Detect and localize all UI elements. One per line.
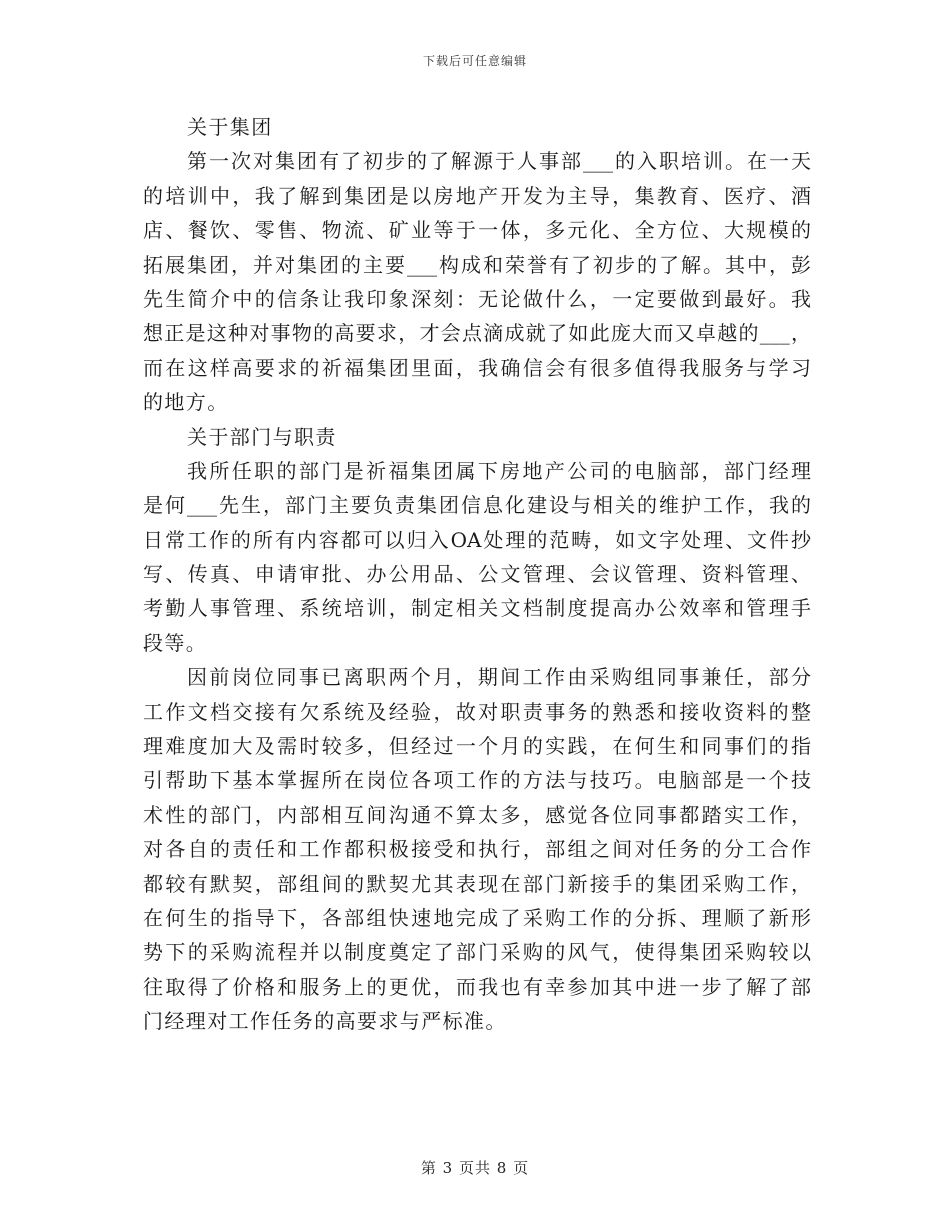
section-heading-group: 关于集团 [187, 115, 273, 139]
text-line: 往取得了价格和服务上的更优，而我也有幸参加其中进一步了解了部 [143, 974, 811, 999]
text-line: 引帮助下基本掌握所在岗位各项工作的方法与技巧。电脑部是一个技 [143, 768, 811, 793]
section-heading-department: 关于部门与职责 [187, 424, 337, 449]
text-line: 的地方。 [143, 390, 229, 415]
text-line: 势下的采购流程并以制度奠定了部门采购的风气，使得集团采购较以 [143, 940, 811, 965]
paragraph-department-duties [143, 454, 811, 660]
paragraph-work-experience [143, 660, 811, 1038]
text-line: 段等。 [143, 630, 208, 655]
text-line: 对各自的责任和工作都积极接受和执行，部组之间对任务的分工合作 [143, 837, 811, 862]
text-line: 考勤人事管理、系统培训，制定相关文档制度提高办公效率和管理手 [143, 596, 811, 621]
text-line: 我所任职的部门是祈福集团属下房地产公司的电脑部，部门经理 [187, 458, 811, 483]
page-footer: 第 3 页共 8 页 [420, 1159, 530, 1177]
text-line: 写、传真、申请审批、办公用品、公文管理、会议管理、资料管理、 [143, 562, 811, 587]
text-line: 先生简介中的信条让我印象深刻：无论做什么，一定要做到最好。我 [143, 286, 811, 311]
text-line: 是何___先生，部门主要负责集团信息化建设与相关的维护工作，我的 [143, 493, 811, 518]
text-line: 在何生的指导下，各部组快速地完成了采购工作的分拆、理顺了新形 [143, 905, 811, 930]
text-line: 工作文档交接有欠系统及经验，故对职责事务的熟悉和接收资料的整 [143, 699, 811, 724]
text-line: 的培训中，我了解到集团是以房地产开发为主导，集教育、医疗、酒 [143, 183, 811, 208]
paragraph-group-intro [143, 144, 811, 419]
text-line: 术性的部门，内部相互间沟通不算太多，感觉各位同事都踏实工作， [143, 802, 811, 827]
text-line: 因前岗位同事已离职两个月，期间工作由采购组同事兼任，部分 [187, 665, 811, 690]
page-header: 下载后可任意编辑 [422, 54, 527, 68]
text-line: 拓展集团，并对集团的主要___构成和荣誉有了初步的了解。其中，彭 [143, 252, 811, 277]
text-line: 日常工作的所有内容都可以归入OA处理的范畴，如文字处理、文件抄 [143, 527, 811, 552]
text-line: 门经理对工作任务的高要求与严标准。 [143, 1009, 507, 1034]
text-line: 而在这样高要求的祈福集团里面，我确信会有很多值得我服务与学习 [143, 355, 811, 380]
text-line: 店、餐饮、零售、物流、矿业等于一体，多元化、全方位、大规模的 [143, 218, 811, 243]
document-body [143, 110, 811, 1039]
text-line: 想正是这种对事物的高要求，才会点滴成就了如此庞大而又卓越的___， [143, 321, 811, 346]
text-line: 都较有默契，部组间的默契尤其表现在部门新接手的集团采购工作， [143, 871, 811, 896]
text-line: 第一次对集团有了初步的了解源于人事部___的入职培训。在一天 [187, 149, 811, 174]
text-line: 理难度加大及需时较多，但经过一个月的实践，在何生和同事们的指 [143, 734, 811, 759]
